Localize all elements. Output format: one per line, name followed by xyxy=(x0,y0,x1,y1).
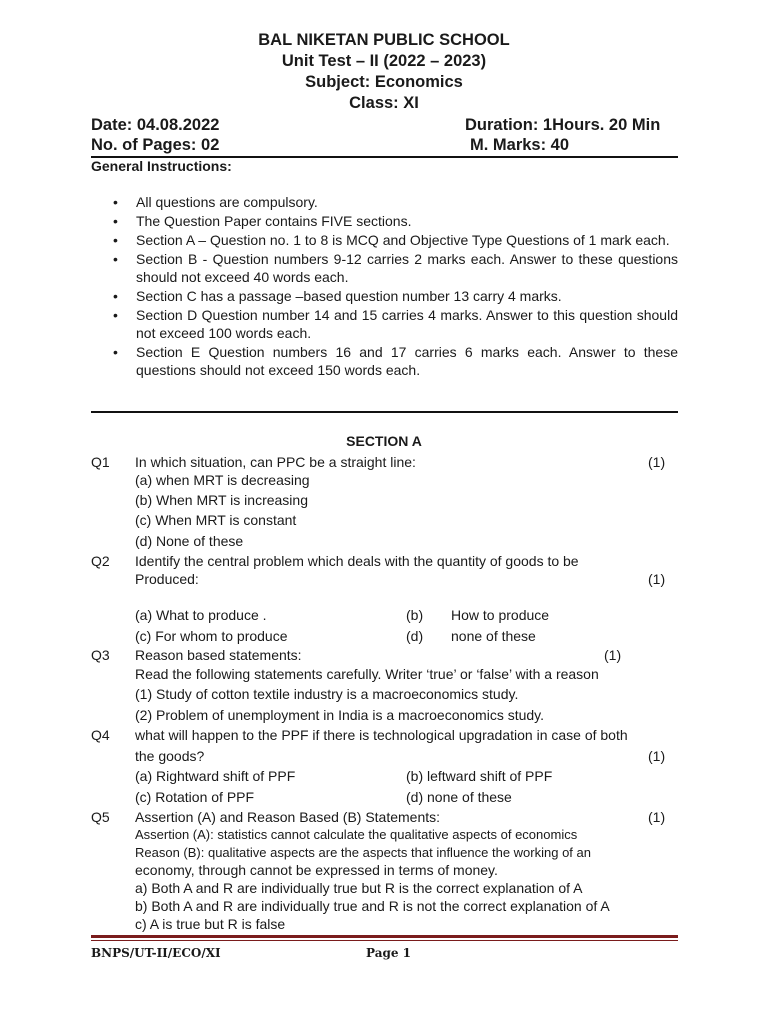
section-divider xyxy=(91,411,678,413)
footer-rule-thin xyxy=(91,940,678,941)
question-number: Q1 xyxy=(91,454,110,470)
option: c) A is true but R is false xyxy=(135,916,286,932)
option-label: (d) xyxy=(406,628,424,644)
question-text: Reason based statements: xyxy=(135,647,302,663)
exam-duration: Duration: 1Hours. 20 Min xyxy=(465,116,661,134)
max-marks: M. Marks: 40 xyxy=(470,136,570,154)
question-text: In which situation, can PPC be a straight line: xyxy=(135,454,416,470)
class-line: Class: XI xyxy=(349,94,419,112)
question-number: Q3 xyxy=(91,647,110,663)
instruction-item: • Section E Question numbers 16 and 17 carries 6 marks each. Answer to these questions should not exceed 150 words each. xyxy=(91,343,678,379)
question-text: what will happen to the PPF if there is technological upgradation in case of both xyxy=(135,727,628,743)
option: (d) None of these xyxy=(135,533,244,549)
question-marks: (1) xyxy=(648,809,666,825)
option: How to produce xyxy=(451,607,550,623)
statement: (2) Problem of unemployment in India is a macroeconomics study. xyxy=(135,707,545,723)
question-number: Q5 xyxy=(91,809,110,825)
instruction-item: • Section C has a passage –based question number 13 carry 4 marks. xyxy=(91,287,678,305)
question-marks: (1) xyxy=(648,748,666,764)
subject-line: Subject: Economics xyxy=(305,73,463,91)
section-title: SECTION A xyxy=(346,433,422,449)
assertion-text: Assertion (A): statistics cannot calculate the qualitative aspects of economics xyxy=(135,827,578,842)
option: b) Both A and R are individually true and R is not the correct explanation of A xyxy=(135,898,610,914)
instructions-heading: General Instructions: xyxy=(91,158,232,174)
option: (a) when MRT is decreasing xyxy=(135,472,310,488)
question-marks: (1) xyxy=(604,647,622,663)
paper-code: BNPS/UT-II/ECO/XI xyxy=(91,946,221,960)
exam-date: Date: 04.08.2022 xyxy=(91,116,220,134)
option: (c) Rotation of PPF xyxy=(135,789,255,805)
question-marks: (1) xyxy=(648,571,666,587)
instruction-item: • Section A – Question no. 1 to 8 is MCQ and Objective Type Questions of 1 mark each. xyxy=(91,231,678,249)
instructions-list xyxy=(91,193,678,380)
option: (c) For whom to produce xyxy=(135,628,288,644)
instruction-item: • All questions are compulsory. xyxy=(91,193,678,211)
option: (a) Rightward shift of PPF xyxy=(135,768,296,784)
question-number: Q4 xyxy=(91,727,110,743)
instruction-item: • Section D Question number 14 and 15 carries 4 marks. Answer to this question should not exceed 100 words each. xyxy=(91,306,678,342)
option: (d) none of these xyxy=(406,789,512,805)
page-number: Page 1 xyxy=(366,946,412,960)
reason-text: economy, through cannot be expressed in terms of money. xyxy=(135,862,498,878)
question-text: Assertion (A) and Reason Based (B) Statements: xyxy=(135,809,441,825)
option: (c) When MRT is constant xyxy=(135,512,297,528)
test-title: Unit Test – II (2022 – 2023) xyxy=(281,52,487,70)
question-text: the goods? xyxy=(135,748,205,764)
instruction-item: • Section B - Question numbers 9-12 carries 2 marks each. Answer to these questions should not exceed 40 words each. xyxy=(91,250,678,286)
statement: (1) Study of cotton textile industry is a macroeconomics study. xyxy=(135,686,519,702)
instruction-item: • The Question Paper contains FIVE sections. xyxy=(91,212,678,230)
school-name: BAL NIKETAN PUBLIC SCHOOL xyxy=(258,31,510,49)
question-text: Identify the central problem which deals with the quantity of goods to be xyxy=(135,553,579,569)
option: (b) leftward shift of PPF xyxy=(406,768,553,784)
footer-rule-thick xyxy=(91,935,678,938)
page-count: No. of Pages: 02 xyxy=(91,136,220,154)
question-number: Q2 xyxy=(91,553,110,569)
option: (a) What to produce . xyxy=(135,607,267,623)
question-text: Read the following statements carefully. Writer ‘true’ or ‘false’ with a reason xyxy=(135,666,599,682)
option: (b) When MRT is increasing xyxy=(135,492,308,508)
question-marks: (1) xyxy=(648,454,666,470)
reason-text: Reason (B): qualitative aspects are the aspects that influence the working of an xyxy=(135,845,591,860)
option-label: (b) xyxy=(406,607,424,623)
option: none of these xyxy=(451,628,536,644)
question-text: Produced: xyxy=(135,571,199,587)
option: a) Both A and R are individually true but R is the correct explanation of A xyxy=(135,880,583,896)
